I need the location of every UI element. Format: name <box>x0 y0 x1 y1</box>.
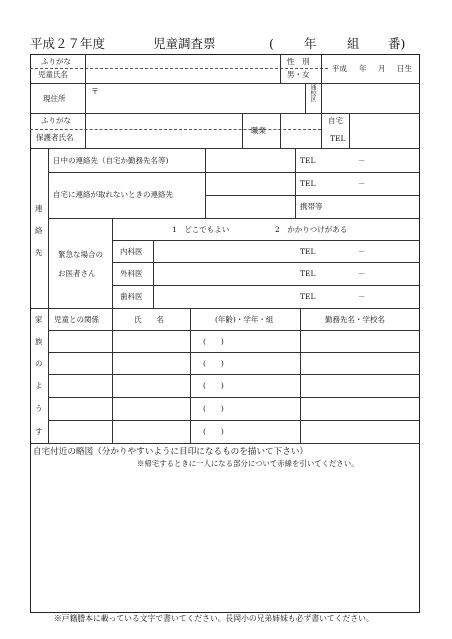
child-furigana-label: ふりがな <box>41 57 71 66</box>
family-side-label-5: う <box>35 404 43 413</box>
family-side-label-4: よ <box>35 381 43 390</box>
daytime-contact-field[interactable] <box>206 149 294 171</box>
family-side-label-1: 家 <box>35 315 43 324</box>
mobile-label: 携帯等 <box>300 202 323 211</box>
col-name-header: 氏 名 <box>134 315 164 324</box>
title-class-label: 組 <box>347 36 360 51</box>
title-year-label: 年 <box>304 36 317 51</box>
surgeon-field[interactable] <box>154 263 294 284</box>
school-district-label: 通校区 <box>309 84 316 102</box>
page-title: 児童調査票 <box>153 36 216 51</box>
daytime-contact-label: 日中の連絡先（自宅か勤務先名等) <box>53 156 169 165</box>
surgeon-label: 外科医 <box>120 269 143 278</box>
map-drawing-area[interactable] <box>32 472 418 610</box>
contact-side-label-2: 絡 <box>35 226 43 235</box>
address-label: 現住所 <box>43 94 66 103</box>
guardian-name-label: 保護者氏名 <box>36 133 74 142</box>
emergency-label-1: 緊急な場合の <box>58 250 103 259</box>
home-tel-label: TEL <box>330 134 346 143</box>
school-district-field[interactable] <box>322 84 418 112</box>
home-label: 自宅 <box>328 116 343 125</box>
family-row-3-age[interactable]: ( ) <box>203 381 224 390</box>
guardian-furigana-label: ふりがな <box>41 116 71 125</box>
internal-medicine-field[interactable] <box>154 241 294 261</box>
home-tel-field[interactable] <box>350 114 418 147</box>
map-heading: 自宅付近の略図（分かりやすいように目印になるものを描いて下さい） <box>33 447 309 457</box>
birth-era: 平成 <box>332 64 347 73</box>
dentist-tel-dash: － <box>358 292 366 301</box>
contact-side-label-1: 連 <box>35 204 43 213</box>
internal-medicine-tel-dash: － <box>358 247 366 256</box>
col-work-header: 勤務先名・学校名 <box>325 315 385 324</box>
dentist-field[interactable] <box>154 286 294 307</box>
daytime-tel-dash: － <box>358 156 366 165</box>
family-side-label-3: の <box>35 359 43 368</box>
birth-day-label: 日生 <box>397 64 412 73</box>
sex-options[interactable]: 男・女 <box>287 70 310 79</box>
map-note: ※帰宅するときに一人になる部分について赤線を引いてください。 <box>137 459 359 468</box>
job-label: 職業 <box>251 126 266 135</box>
job-field[interactable] <box>281 114 320 147</box>
fallback-tel-label: TEL <box>300 179 316 188</box>
address-field[interactable] <box>86 84 304 112</box>
family-row-5-age[interactable]: ( ) <box>203 427 224 436</box>
family-side-label-2: 族 <box>35 337 43 346</box>
surgeon-tel-dash: － <box>358 269 366 278</box>
daytime-tel-label: TEL <box>300 156 316 165</box>
fallback-contact-field[interactable] <box>206 173 294 217</box>
guardian-name-field[interactable] <box>86 114 241 147</box>
birth-year-label: 年 <box>359 64 367 73</box>
postal-mark: 〒 <box>91 87 99 96</box>
footer-note: ※戸籍謄本に載っている文字で書いてください。長岡小の兄弟姉妹も必ず書いてください。 <box>54 614 374 623</box>
family-row-1-age[interactable]: ( ) <box>203 337 224 346</box>
birth-month-label: 月 <box>378 64 386 73</box>
fallback-tel-dash: － <box>358 179 366 188</box>
sex-label: 性 別 <box>287 57 310 66</box>
child-name-field[interactable] <box>86 55 280 82</box>
surgeon-tel-label: TEL <box>300 269 316 278</box>
title-year: 平成２７年度 <box>30 36 106 51</box>
dentist-tel-label: TEL <box>300 292 316 301</box>
emergency-label-2: お医者さん <box>58 269 96 278</box>
contact-side-label-3: 先 <box>35 248 43 257</box>
child-name-label: 児童氏名 <box>38 70 68 79</box>
family-row-2-age[interactable]: ( ) <box>203 359 224 368</box>
col-age-header: (年齢)・学年・組 <box>215 315 274 324</box>
dentist-label: 歯科医 <box>120 292 143 301</box>
doctor-option-regular[interactable]: 2 かかりつけがある <box>275 225 348 234</box>
col-relation-header: 児童との関係 <box>54 315 99 324</box>
title-number-label: 番) <box>388 36 406 51</box>
internal-medicine-label: 内科医 <box>120 247 143 256</box>
family-side-label-6: す <box>35 427 43 436</box>
internal-medicine-tel-label: TEL <box>300 247 316 256</box>
family-row-4-age[interactable]: ( ) <box>203 404 224 413</box>
fallback-contact-label: 自宅に連絡が取れないときの連絡先 <box>53 190 173 199</box>
title-paren: ( <box>269 36 274 51</box>
doctor-option-any[interactable]: 1 どこでもよい <box>172 225 230 234</box>
